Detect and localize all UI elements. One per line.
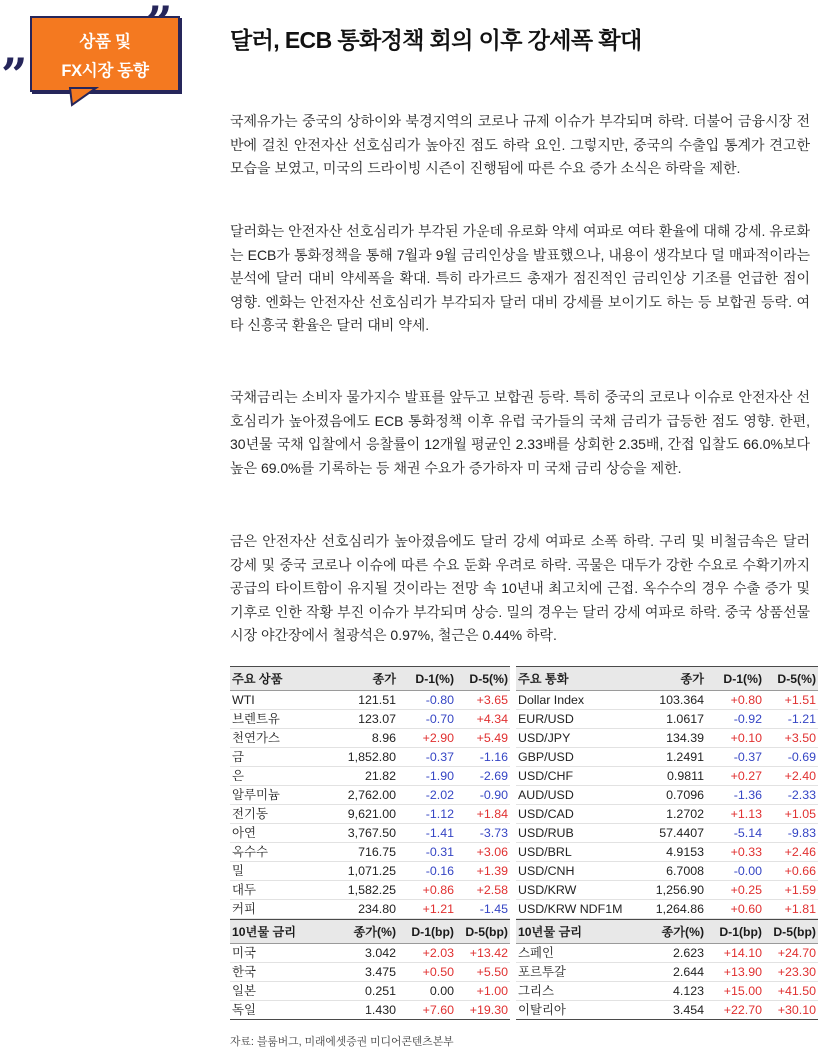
cell-value: +1.39 (456, 862, 510, 881)
row-label: USD/JPY (516, 729, 636, 748)
cell-value: +15.00 (706, 982, 764, 1001)
cell-value: -1.45 (456, 900, 510, 919)
cell-value: 1,852.80 (320, 748, 398, 767)
cell-value: -2.33 (764, 786, 818, 805)
table-row (230, 1001, 510, 1020)
table-row (516, 862, 818, 881)
column-header: D-5(bp) (456, 920, 510, 944)
cell-value: +1.00 (456, 982, 510, 1001)
column-header: 주요 통화 (516, 667, 636, 691)
row-label: 그리스 (516, 982, 636, 1001)
row-label: USD/CHF (516, 767, 636, 786)
cell-value: 103.364 (636, 691, 706, 710)
cell-value: -0.00 (706, 862, 764, 881)
cell-value: +3.65 (456, 691, 510, 710)
row-label: 포르투갈 (516, 963, 636, 982)
row-label: USD/KRW NDF1M (516, 900, 636, 919)
table-row (230, 881, 510, 900)
cell-value: -1.90 (398, 767, 456, 786)
row-label: GBP/USD (516, 748, 636, 767)
row-label: WTI (230, 691, 320, 710)
column-header: D-1(bp) (706, 920, 764, 944)
quote-mark-bottom-left-icon: ” (1, 48, 28, 102)
table-row (230, 786, 510, 805)
column-header: 종가(%) (636, 920, 706, 944)
cell-value: +5.50 (456, 963, 510, 982)
table-row (516, 944, 818, 963)
row-label: USD/KRW (516, 881, 636, 900)
cell-value: 3.042 (320, 944, 398, 963)
cell-value: +0.50 (398, 963, 456, 982)
table-row (516, 900, 818, 919)
cell-value: -1.12 (398, 805, 456, 824)
table-row (516, 881, 818, 900)
cell-value: 4.9153 (636, 843, 706, 862)
cell-value: +13.42 (456, 944, 510, 963)
column-header: D-5(%) (764, 667, 818, 691)
row-label: 커피 (230, 900, 320, 919)
table-row (516, 767, 818, 786)
cell-value: +0.10 (706, 729, 764, 748)
cell-value: -0.69 (764, 748, 818, 767)
cell-value: +0.80 (706, 691, 764, 710)
cell-value: 2.644 (636, 963, 706, 982)
cell-value: +1.13 (706, 805, 764, 824)
rates-table-left (230, 919, 510, 1020)
table-row (230, 982, 510, 1001)
cell-value: 2,762.00 (320, 786, 398, 805)
badge-label-line1: 상품 및 (79, 32, 131, 51)
cell-value: 134.39 (636, 729, 706, 748)
table-row (230, 729, 510, 748)
table-row (516, 963, 818, 982)
table-row (516, 691, 818, 710)
column-header: D-1(%) (706, 667, 764, 691)
table-row (230, 963, 510, 982)
page-title: 달러, ECB 통화정책 회의 이후 강세폭 확대 (230, 27, 642, 53)
cell-value: 3.454 (636, 1001, 706, 1020)
column-header: D-1(%) (398, 667, 456, 691)
table-row (516, 805, 818, 824)
cell-value: -2.02 (398, 786, 456, 805)
row-label: 한국 (230, 963, 320, 982)
cell-value: -0.16 (398, 862, 456, 881)
cell-value: +22.70 (706, 1001, 764, 1020)
table-row (230, 767, 510, 786)
row-label: 브렌트유 (230, 710, 320, 729)
cell-value: 1,264.86 (636, 900, 706, 919)
paragraph-oil: 국제유가는 중국의 상하이와 북경지역의 코로나 규제 이슈가 부각되며 하락. 더불어 금융시장 전반에 걸친 안전자산 선호심리가 높아진 점도 하락 요인. 그렇지만, 중국의 수출입 통계가 견고한 모습을 보였고, 미국의 드라이빙 시즌이 진행됨에 따른 수요 증가 소식은 하락을 제한. (230, 113, 810, 176)
row-label: Dollar Index (516, 691, 636, 710)
row-label: EUR/USD (516, 710, 636, 729)
column-header: 종가(%) (320, 920, 398, 944)
column-header: D-1(bp) (398, 920, 456, 944)
cell-value: 1.430 (320, 1001, 398, 1020)
cell-value: +0.86 (398, 881, 456, 900)
cell-value: 0.251 (320, 982, 398, 1001)
table-row (516, 982, 818, 1001)
table-row (516, 729, 818, 748)
column-header: 종가 (320, 667, 398, 691)
right-table-column (516, 666, 816, 1020)
table-header-row (516, 667, 818, 691)
cell-value: -0.70 (398, 710, 456, 729)
cell-value: +41.50 (764, 982, 818, 1001)
market-tables (230, 666, 816, 1020)
table-row (516, 710, 818, 729)
paragraph-commodity: 금은 안전자산 선호심리가 높아졌음에도 달러 강세 여파로 소폭 하락. 구리 및 비철금속은 달러 강세 및 중국 코로나 이슈에 따른 수요 둔화 우려로 하락. 곡물은 대두가 강한 수요로 수확기까지 공급의 타이트함이 유지될 것이라는 전망 속 10년내 최고치에 근접. 옥수수의 경우 수출 증가 및 기후로 인한 작황 부진 이슈가 부각되며 상승. 밀의 경우는 달러 강세 여파로 하락. 중국 상품선물시장 야간장에서 철광석은 0.97%, 철근은 0.44% 하락. (230, 533, 810, 643)
cell-value: +24.70 (764, 944, 818, 963)
row-label: 이탈리아 (516, 1001, 636, 1020)
row-label: 대두 (230, 881, 320, 900)
paragraph-bond: 국채금리는 소비자 물가지수 발표를 앞두고 보합권 등락. 특히 중국의 코로나 이슈로 안전자산 선호심리가 높아졌음에도 ECB 통화정책 이후 유럽 국가들의 국채 금리가 급등한 점도 영향. 한편, 30년물 국채 입찰에서 응찰률이 12개월 평균인 2.33배를 상회한 2.35배, 간접 입찰도 66.0%보다 높은 69.0%를 기록하는 등 채권 수요가 증가하자 미 국채 금리 상승을 제한. (230, 389, 810, 476)
column-header: 10년물 금리 (516, 920, 636, 944)
section-badge (1, 10, 198, 140)
cell-value: +0.25 (706, 881, 764, 900)
cell-value: 1.2491 (636, 748, 706, 767)
cell-value: +1.51 (764, 691, 818, 710)
cell-value: +14.10 (706, 944, 764, 963)
cell-value: -1.36 (706, 786, 764, 805)
table-header-row (230, 920, 510, 944)
table-row (230, 748, 510, 767)
cell-value: 3,767.50 (320, 824, 398, 843)
cell-value: -1.21 (764, 710, 818, 729)
cell-value: +13.90 (706, 963, 764, 982)
cell-value: 8.96 (320, 729, 398, 748)
column-header: 종가 (636, 667, 706, 691)
column-header: 주요 상품 (230, 667, 320, 691)
row-label: 미국 (230, 944, 320, 963)
table-row (230, 691, 510, 710)
cell-value: +5.49 (456, 729, 510, 748)
cell-value: 1,256.90 (636, 881, 706, 900)
cell-value: -1.16 (456, 748, 510, 767)
cell-value: +1.05 (764, 805, 818, 824)
table-row (230, 824, 510, 843)
currencies-table (516, 666, 818, 919)
row-label: USD/CAD (516, 805, 636, 824)
row-label: USD/RUB (516, 824, 636, 843)
table-row (230, 900, 510, 919)
cell-value: +3.50 (764, 729, 818, 748)
table-header-row (516, 920, 818, 944)
cell-value: -3.73 (456, 824, 510, 843)
cell-value: +1.59 (764, 881, 818, 900)
cell-value: -0.80 (398, 691, 456, 710)
cell-value: 121.51 (320, 691, 398, 710)
cell-value: 234.80 (320, 900, 398, 919)
commodities-table (230, 666, 510, 919)
paragraph-currency: 달러화는 안전자산 선호심리가 부각된 가운데 유로화 약세 여파로 여타 환율에 대해 강세. 유로화는 ECB가 통화정책을 통해 7월과 9월 금리인상을 발표했으나, 내용이 생각보다 덜 매파적이라는 분석에 달러 대비 약세폭을 확대. 특히 라가르드 총재가 점진적인 금리인상 기조를 언급한 점이 영향. 엔화는 안전자산 선호심리가 부각되자 달러 대비 강세를 보이기도 하는 등 보합권 등락. 여타 신흥국 환율은 달러 대비 약세. (230, 223, 810, 333)
cell-value: +30.10 (764, 1001, 818, 1020)
cell-value: -0.31 (398, 843, 456, 862)
cell-value: -0.37 (706, 748, 764, 767)
table-row (516, 786, 818, 805)
row-label: 옥수수 (230, 843, 320, 862)
cell-value: +19.30 (456, 1001, 510, 1020)
cell-value: +0.60 (706, 900, 764, 919)
cell-value: 0.00 (398, 982, 456, 1001)
cell-value: 123.07 (320, 710, 398, 729)
cell-value: 0.9811 (636, 767, 706, 786)
table-row (230, 805, 510, 824)
cell-value: +4.34 (456, 710, 510, 729)
cell-value: 4.123 (636, 982, 706, 1001)
cell-value: +1.21 (398, 900, 456, 919)
row-label: AUD/USD (516, 786, 636, 805)
table-row (516, 748, 818, 767)
rates-table-right (516, 919, 818, 1020)
row-label: 아연 (230, 824, 320, 843)
cell-value: +2.46 (764, 843, 818, 862)
left-table-column (230, 666, 508, 1020)
cell-value: 9,621.00 (320, 805, 398, 824)
row-label: 스페인 (516, 944, 636, 963)
row-label: 은 (230, 767, 320, 786)
cell-value: 2.623 (636, 944, 706, 963)
column-header: D-5(bp) (764, 920, 818, 944)
cell-value: +0.33 (706, 843, 764, 862)
cell-value: 1,582.25 (320, 881, 398, 900)
badge-label-line2: FX시장 동향 (61, 61, 149, 80)
cell-value: +23.30 (764, 963, 818, 982)
cell-value: +7.60 (398, 1001, 456, 1020)
cell-value: +2.40 (764, 767, 818, 786)
source-note: 자료: 블룸버그, 미래에셋증권 미디어콘텐츠본부 (230, 1036, 454, 1048)
column-header: D-5(%) (456, 667, 510, 691)
row-label: 천연가스 (230, 729, 320, 748)
cell-value: 716.75 (320, 843, 398, 862)
speech-bubble-tail (68, 87, 100, 107)
cell-value: -5.14 (706, 824, 764, 843)
table-header-row (230, 667, 510, 691)
cell-value: 6.7008 (636, 862, 706, 881)
cell-value: +2.03 (398, 944, 456, 963)
cell-value: 1.0617 (636, 710, 706, 729)
column-header: 10년물 금리 (230, 920, 320, 944)
table-row (516, 843, 818, 862)
cell-value: 1.2702 (636, 805, 706, 824)
cell-value: +1.81 (764, 900, 818, 919)
row-label: 전기동 (230, 805, 320, 824)
row-label: 독일 (230, 1001, 320, 1020)
table-row (230, 843, 510, 862)
report-content (230, 0, 816, 1052)
cell-value: -0.37 (398, 748, 456, 767)
cell-value: -0.90 (456, 786, 510, 805)
table-row (516, 824, 818, 843)
cell-value: 0.7096 (636, 786, 706, 805)
row-label: 밀 (230, 862, 320, 881)
cell-value: +1.84 (456, 805, 510, 824)
cell-value: 21.82 (320, 767, 398, 786)
cell-value: +2.58 (456, 881, 510, 900)
cell-value: -2.69 (456, 767, 510, 786)
cell-value: -1.41 (398, 824, 456, 843)
row-label: 금 (230, 748, 320, 767)
row-label: 알루미늄 (230, 786, 320, 805)
table-row (230, 862, 510, 881)
cell-value: +0.27 (706, 767, 764, 786)
section-badge-box (30, 16, 180, 92)
row-label: USD/BRL (516, 843, 636, 862)
cell-value: -0.92 (706, 710, 764, 729)
table-row (516, 1001, 818, 1020)
table-row (230, 944, 510, 963)
table-row (230, 710, 510, 729)
cell-value: +2.90 (398, 729, 456, 748)
cell-value: 3.475 (320, 963, 398, 982)
cell-value: +3.06 (456, 843, 510, 862)
row-label: USD/CNH (516, 862, 636, 881)
cell-value: 1,071.25 (320, 862, 398, 881)
cell-value: -9.83 (764, 824, 818, 843)
cell-value: +0.66 (764, 862, 818, 881)
cell-value: 57.4407 (636, 824, 706, 843)
row-label: 일본 (230, 982, 320, 1001)
